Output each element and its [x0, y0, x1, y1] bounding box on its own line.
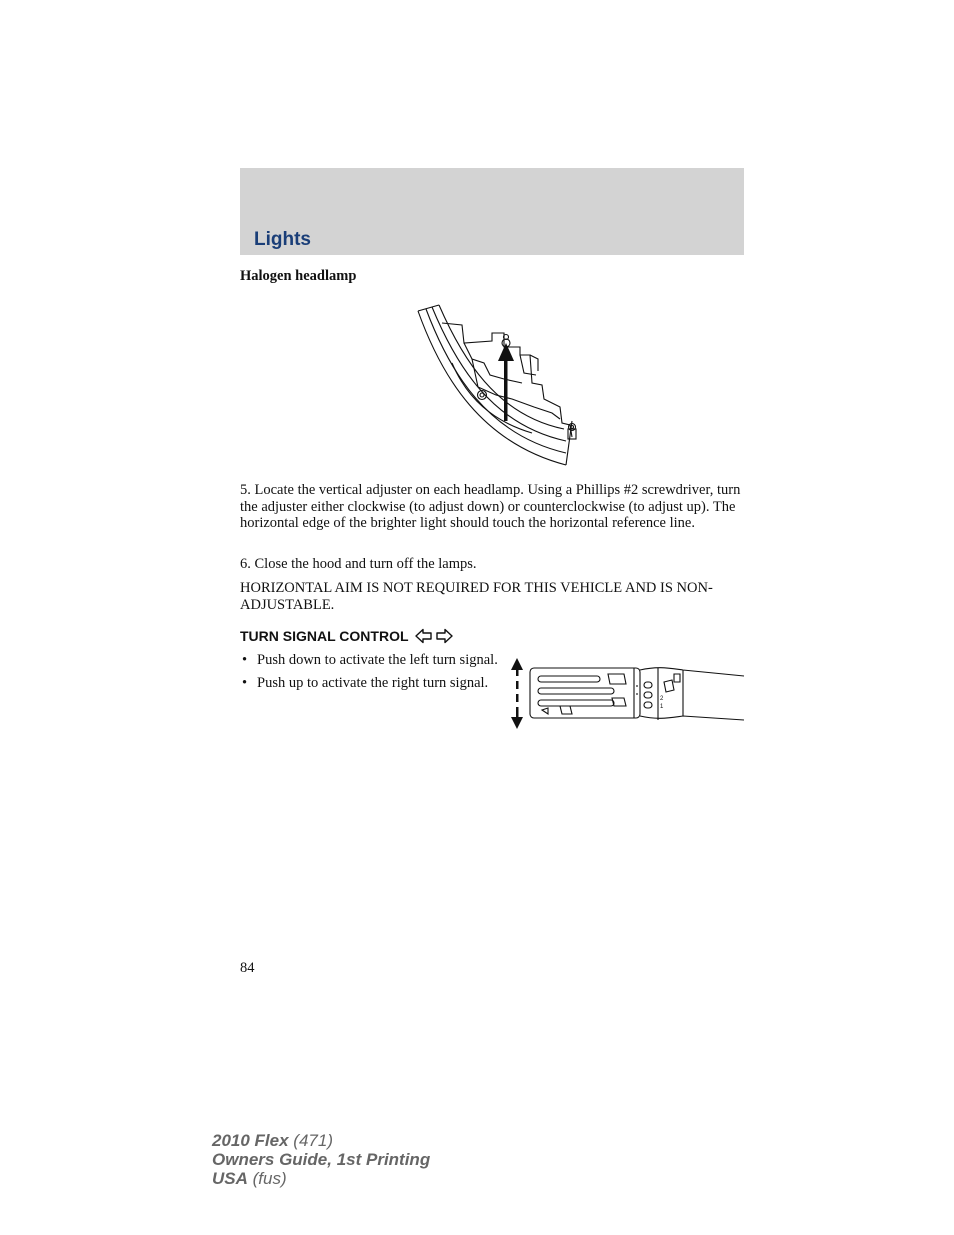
footer-line-3 [212, 1169, 430, 1188]
section-header-band [240, 168, 744, 255]
footer-model: 2010 Flex [212, 1131, 289, 1150]
horizontal-aim-notice: HORIZONTAL AIM IS NOT REQUIRED FOR THIS VEHICLE AND IS NON-ADJUSTABLE. [240, 580, 713, 613]
turn-signal-stalk-illustration [508, 656, 746, 732]
footer-market-code: (fus) [252, 1169, 287, 1188]
footer-line-2 [212, 1150, 430, 1169]
print-footer [212, 1131, 430, 1188]
turn-signal-arrows-icon [415, 628, 453, 644]
footer-market: USA [212, 1169, 248, 1188]
subheading: Halogen headlamp [240, 268, 357, 284]
list-item: • Push up to activate the right turn signal. [240, 675, 500, 692]
step5-paragraph: 5. Locate the vertical adjuster on each headlamp. Using a Phillips #2 screwdriver, turn the adjuster either clockwise (to adjust down) or counterclockwise (to adjust up). The horizontal edge of the brighter light should touch the horizontal reference line. [240, 482, 741, 531]
turn-signal-heading [240, 628, 453, 644]
step6-paragraph: 6. Close the hood and turn off the lamps. [240, 556, 477, 572]
svg-text:1: 1 [660, 704, 664, 710]
section-title: Lights [254, 229, 311, 250]
turn-signal-bullets [240, 652, 500, 697]
footer-printing: Owners Guide, 1st Printing [212, 1150, 431, 1169]
footer-model-code: (471) [293, 1131, 333, 1150]
footer-line-1 [212, 1131, 430, 1150]
svg-text:2: 2 [660, 696, 664, 702]
turn-signal-title: TURN SIGNAL CONTROL [240, 628, 409, 644]
page-number: 84 [240, 960, 255, 976]
list-item: • Push down to activate the left turn signal. [240, 652, 500, 669]
headlamp-illustration [412, 303, 587, 468]
